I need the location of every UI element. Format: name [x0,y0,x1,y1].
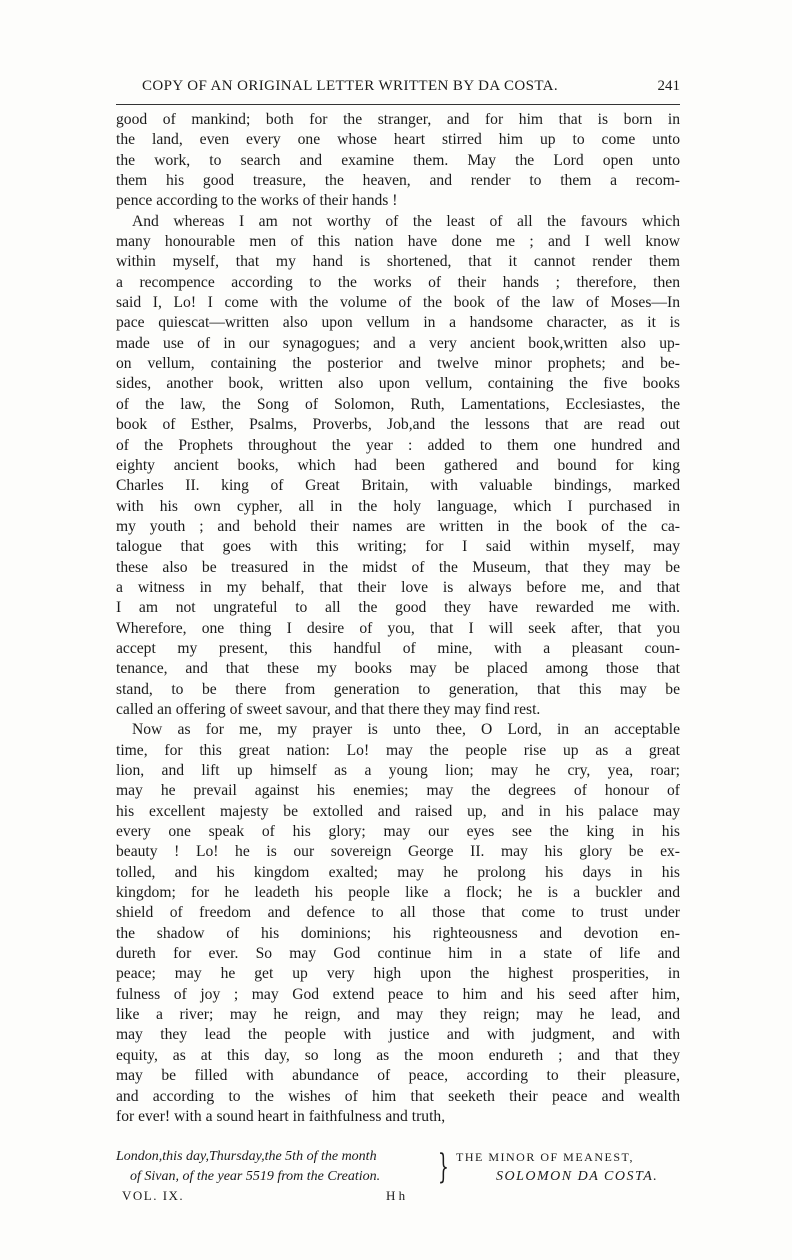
text-line: of the Prophets throughout the year : added to them one hundred and [116,436,680,454]
text-line: made use of in our synagogues; and a very ancient book,written also up- [116,334,680,352]
signatory-name: SOLOMON DA COSTA. [496,1169,659,1184]
text-line: pence according to the works of their hands ! [116,192,398,210]
text-line: on vellum, containing the posterior and twelve minor prophets; and be- [116,355,680,373]
letter-body [116,110,680,1127]
text-line: many honourable men of this nation have done me ; and I well know [116,233,680,251]
text-line: Now as for me, my prayer is unto thee, O Lord, in an acceptable [132,721,680,739]
text-line: stand, to be there from generation to generation, that this may be [116,680,680,698]
text-line: fulness of joy ; may God extend peace to him and his seed after him, [116,985,680,1003]
text-line: may they lead the people with justice and with judgment, and with [116,1026,680,1044]
text-line: my youth ; and behold their names are written in the book of the ca- [116,517,680,535]
text-line: a witness in my behalf, that their love is always before me, and that [116,578,680,596]
volume-label: VOL. IX. [122,1188,185,1203]
text-line: them his good treasure, the heaven, and render to them a recom- [116,172,680,190]
text-line: may he prevail against his enemies; may the degrees of honour of [116,782,680,800]
text-line: lion, and lift up himself as a young lion; may he cry, yea, roar; [116,762,680,779]
text-line: may be filled with abundance of peace, according to their pleasure, [116,1067,680,1085]
text-line: time, for this great nation: Lo! may the people rise up as a great [116,741,680,759]
text-line: accept my present, this handful of mine, with a pleasant coun- [116,639,680,657]
text-line: like a river; may he reign, and may they reign; may he lead, and [116,1006,680,1024]
text-line: of the law, the Song of Solomon, Ruth, Lamentations, Ecclesiastes, the [116,395,680,413]
page-footer [122,1188,422,1208]
text-line: And whereas I am not worthy of the least of all the favours which [132,212,680,230]
running-head: COPY OF AN ORIGINAL LETTER WRITTEN BY DA COSTA. [142,78,559,94]
text-line: beauty ! Lo! he is our sovereign George II. may his glory be ex- [116,843,680,861]
text-line: dureth for ever. So may God continue him in a state of life and [116,945,680,963]
place-date-line: London,this day,Thursday,the 5th of the month [116,1149,377,1164]
text-line: within myself, that my hand is shortened, that it cannot render them [116,253,680,271]
signatory [456,1147,658,1187]
signatory-title: THE MINOR OF MEANEST, [456,1150,634,1164]
text-line: the work, to search and examine them. May the Lord open unto [116,151,680,169]
text-line: sides, another book, written also upon vellum, containing the five books [116,375,680,393]
page-header [112,78,680,100]
text-line: and according to the wishes of him that seeketh their peace and wealth [116,1087,680,1105]
text-line: eighty ancient books, which had been gathered and bound for king [116,456,680,474]
text-line: these also be treasured in the midst of the Museum, that they may be [116,558,680,576]
text-line: talogue that goes with this writing; for I said within myself, may [116,538,680,556]
text-line: good of mankind; both for the stranger, and for him that is born in [116,111,680,128]
text-line: I am not ungrateful to all the good they have rewarded me with. [116,599,680,617]
text-line: for ever! with a sound heart in faithfulness and truth, [116,1107,446,1125]
text-line: equity, as at this day, so long as the moon endureth ; and that they [116,1046,680,1064]
text-line: a recompence according to the works of their hands ; therefore, then [116,273,680,291]
page-number: 241 [657,78,680,94]
text-line: Charles II. king of Great Britain, with valuable bindings, marked [116,477,680,495]
text-line: his excellent majesty be extolled and raised up, and in his palace may [116,802,680,820]
place-date [116,1147,380,1187]
text-line: tolled, and his kingdom exalted; may he prolong his days in his [116,863,680,881]
header-rule [116,104,680,105]
text-line: tenance, and that these my books may be placed among those that [116,660,680,678]
text-line: kingdom; for he leadeth his people like a flock; he is a buckler and [116,884,680,902]
text-line: said I, Lo! I come with the volume of the book of the law of Moses—In [116,294,680,312]
text-line: the land, even every one whose heart stirred him up to come unto [116,131,680,149]
place-date-line: of Sivan, of the year 5519 from the Creation. [130,1169,381,1184]
text-line: every one speak of his glory; may our eyes see the king in his [116,823,680,841]
text-line: with his own cypher, all in the holy language, which I purchased in [116,497,680,515]
text-line: called an offering of sweet savour, and that there they may find rest. [116,700,541,718]
brace-glyph: } [438,1147,449,1187]
text-line: shield of freedom and defence to all those that come to trust under [116,904,680,922]
text-line: book of Esther, Psalms, Proverbs, Job,and the lessons that are read out [116,416,680,434]
text-line: Wherefore, one thing I desire of you, that I will seek after, that you [116,619,680,637]
text-line: pace quiescat—written also upon vellum in a handsome character, as it is [116,314,680,332]
signature-mark: H h [386,1188,406,1203]
text-line: peace; may he get up very high upon the highest prosperities, in [116,965,680,983]
text-line: the shadow of his dominions; his righteousness and devotion en- [116,924,680,942]
